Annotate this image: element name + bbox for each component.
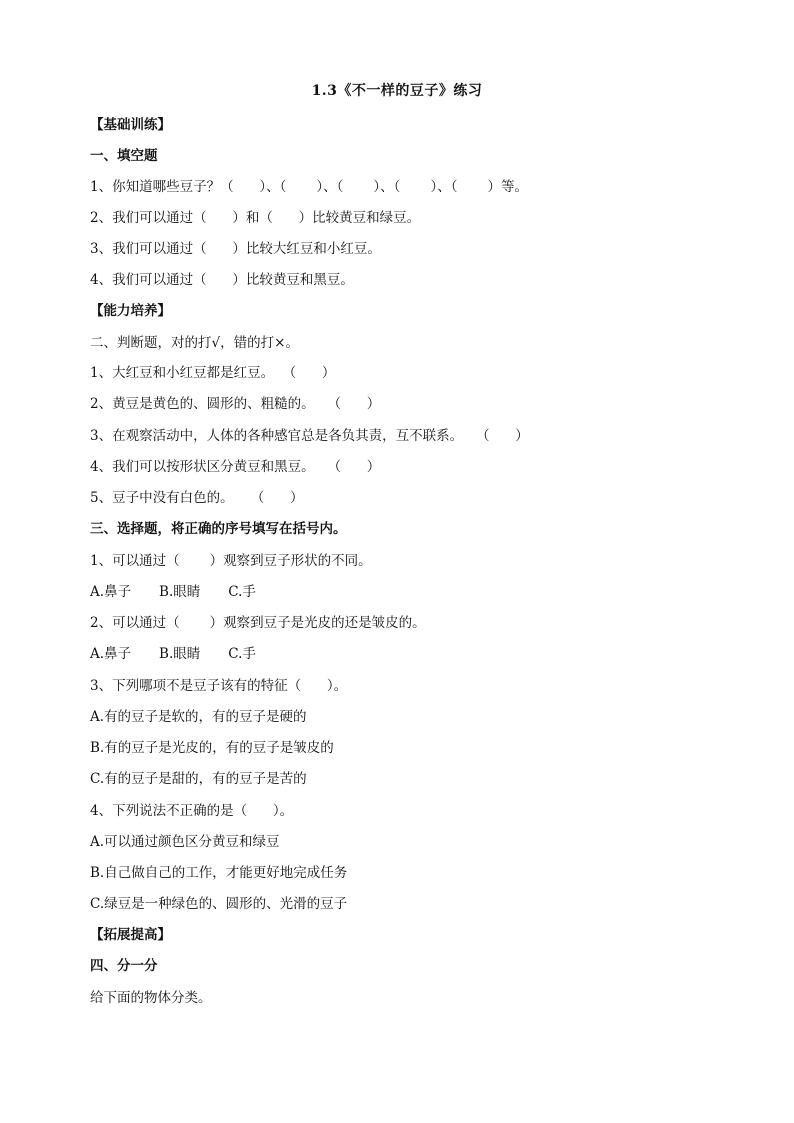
q3-item-1-option-a: A.鼻子 <box>90 584 132 600</box>
q3-item-2-option-c: C.手 <box>228 646 256 662</box>
q3-item-4-option-c: C.绿豆是一种绿色的、圆形的、光滑的豆子 <box>90 896 348 912</box>
q3-item-2-question: 2、可以通过（ ）观察到豆子是光皮的还是皱皮的。 <box>90 615 426 631</box>
page-title: 1.3《不一样的豆子》练习 <box>311 83 483 99</box>
q2-item-2: 2、黄豆是黄色的、圆形的、粗糙的。 （ ） <box>90 396 381 412</box>
q3-item-1-option-c: C.手 <box>228 584 256 600</box>
q3-item-4-option-a: A.可以通过颜色区分黄豆和绿豆 <box>90 834 280 850</box>
q3-item-1-question: 1、可以通过（ ）观察到豆子形状的不同。 <box>90 553 372 569</box>
q1-heading: 一、填空题 <box>90 148 158 164</box>
q3-item-1-option-b: B.眼睛 <box>159 584 201 600</box>
q3-item-2-options <box>90 645 256 663</box>
q3-item-1-options <box>90 583 256 601</box>
q1-item-4: 4、我们可以通过（ ）比较黄豆和黑豆。 <box>90 272 354 288</box>
q2-item-5: 5、豆子中没有白色的。 （ ） <box>90 490 304 506</box>
q3-item-4-option-b: B.自己做自己的工作，才能更好地完成任务 <box>90 865 348 881</box>
section-ability-label: 【能力培养】 <box>90 303 171 319</box>
q2-item-3: 3、在观察活动中，人体的各种感官总是各负其责，互不联系。 （ ） <box>90 428 529 444</box>
q3-item-2-option-a: A.鼻子 <box>90 646 132 662</box>
q3-item-4-question: 4、下列说法不正确的是（ ）。 <box>90 803 294 819</box>
q1-item-2: 2、我们可以通过（ ）和（ ）比较黄豆和绿豆。 <box>90 210 421 226</box>
q1-item-3: 3、我们可以通过（ ）比较大红豆和小红豆。 <box>90 241 381 257</box>
q1-item-1: 1、你知道哪些豆子？（ ）、（ ）、（ ）、（ ）、（ ）等。 <box>90 179 528 195</box>
q2-item-4: 4、我们可以按形状区分黄豆和黑豆。 （ ） <box>90 459 381 475</box>
q3-item-3-option-b: B.有的豆子是光皮的，有的豆子是皱皮的 <box>90 740 334 756</box>
q2-item-1: 1、大红豆和小红豆都是红豆。 （ ） <box>90 365 336 381</box>
q3-item-3-question: 3、下列哪项不是豆子该有的特征（ ）。 <box>90 678 348 694</box>
section-basic-label: 【基础训练】 <box>90 117 171 133</box>
q4-instruction: 给下面的物体分类。 <box>90 990 212 1006</box>
q2-heading: 二、判断题，对的打√，错的打×。 <box>90 335 299 351</box>
q4-heading: 四、分一分 <box>90 958 158 974</box>
q3-item-3-option-c: C.有的豆子是甜的，有的豆子是苦的 <box>90 771 307 787</box>
q3-item-3-option-a: A.有的豆子是软的，有的豆子是硬的 <box>90 709 307 725</box>
section-extend-label: 【拓展提高】 <box>90 927 171 943</box>
q3-item-2-option-b: B.眼睛 <box>159 646 201 662</box>
q3-heading: 三、选择题，将正确的序号填写在括号内。 <box>90 521 347 537</box>
